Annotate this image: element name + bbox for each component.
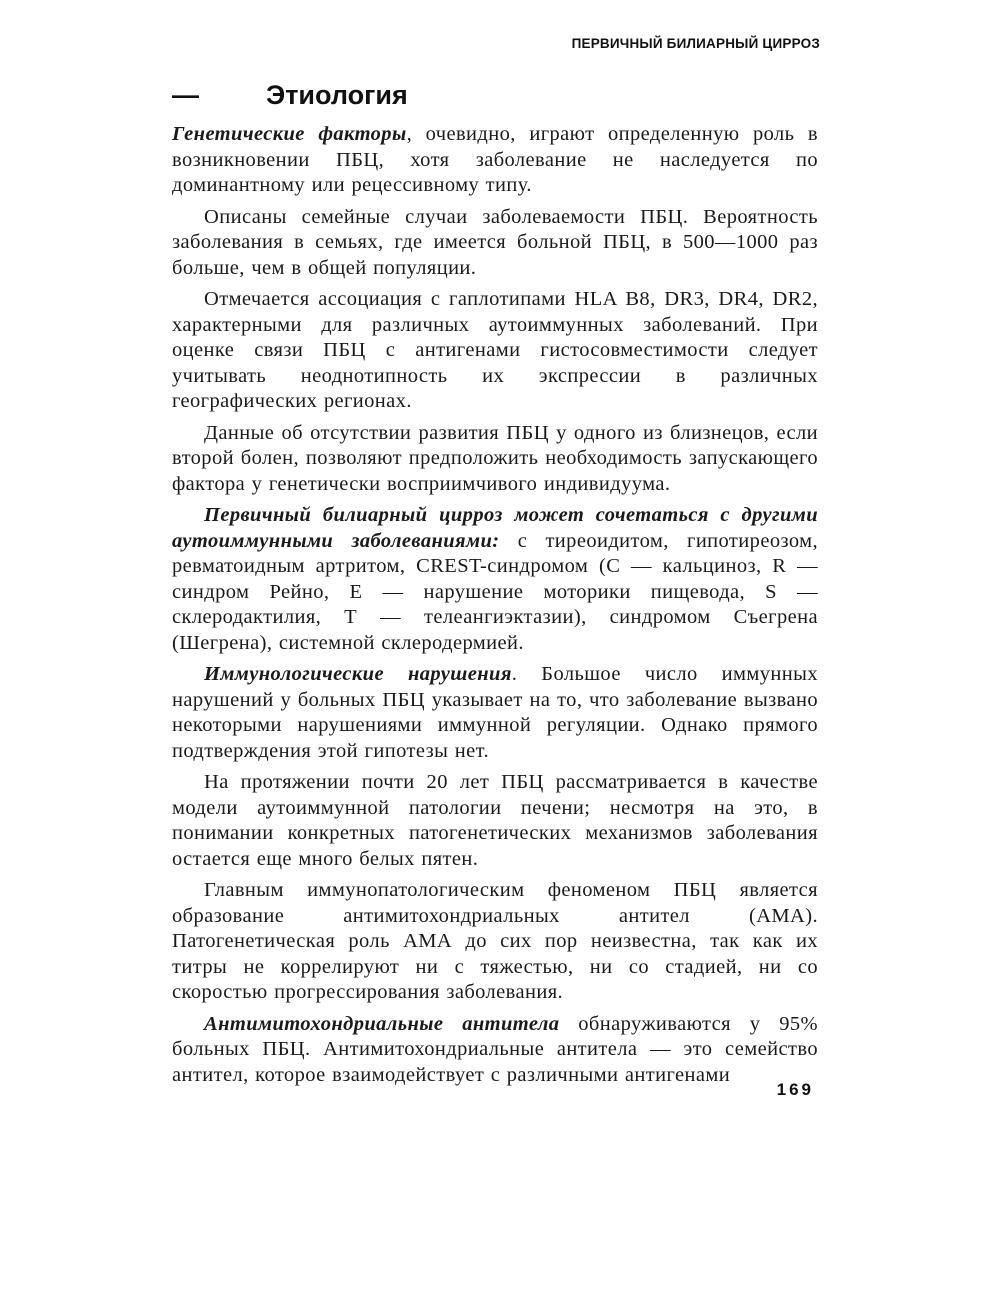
paragraph-lead: Иммунологические нарушения: [204, 663, 512, 685]
paragraph-text: . Большое число иммунных нарушений у больных ПБЦ указывает на то, что заболевание вызвано некоторыми нарушениями иммунной регуляции. Однако прямого подтверждения этой гипотезы нет.: [172, 663, 818, 762]
heading-dash: —: [172, 80, 199, 110]
paragraph-text: Главным иммунопатологическим феноменом ПБЦ является образование антимитохондриальных антител (АМА). Патогенетическая роль АМА до сих пор неизвестна, так как их титры не коррелируют ни с тяжестью, ни со стадией, ни со скоростью прогрессирования заболевания.: [172, 879, 818, 1003]
paragraph-text: , очевидно, играют определенную роль в возникновении ПБЦ, хотя заболевание не наследуется по доминантному или рецессивному типу.: [172, 123, 819, 196]
paragraph-text: Описаны семейные случаи заболеваемости ПБЦ. Вероятность заболевания в семьях, где имеется больной ПБЦ, в 500—1000 раз больше, чем в общей популяции.: [172, 205, 818, 279]
section-title: Этиология: [266, 80, 408, 110]
section-heading: [172, 80, 408, 111]
paragraph-immunological-disorders: [172, 662, 818, 764]
paragraph-text: Данные об отсутствии развития ПБЦ у одного из близнецов, если второй болен, позволяют предположить необходимость запускающего фактора у генетически восприимчивого индивидуума.: [172, 421, 818, 495]
paragraph-text: На протяжении почти 20 лет ПБЦ рассматривается в качестве модели аутоиммунной патологии печени; несмотря на это, в понимании конкретных патогенетических механизмов заболевания остается еще много белых пятен.: [172, 771, 818, 870]
paragraph-hla-association: [172, 287, 818, 415]
paragraph-family-cases: [172, 205, 818, 282]
paragraph-text: обнаруживаются у 95% больных ПБЦ. Антимитохондриальные антитела — это семейство антител, которое взаимодействует с различными антигенами: [172, 1012, 818, 1086]
paragraph-twins: [172, 421, 818, 498]
body-text: [172, 122, 818, 1094]
paragraph-autoimmune-model: [172, 770, 818, 872]
paragraph-lead: Первичный билиарный цирроз может сочетаться с другими аутоиммунными заболеваниями:: [172, 504, 818, 552]
paragraph-lead: Генетические факторы: [172, 123, 407, 145]
paragraph-genetic-factors: [172, 122, 818, 199]
paragraph-antimitochondrial-antibodies: [172, 1012, 818, 1089]
paragraph-autoimmune-comorbidity: [172, 503, 818, 656]
paragraph-text: Отмечается ассоциация с гаплотипами HLA B8, DR3, DR4, DR2, характерными для различных аутоиммунных заболеваний. При оценке связи ПБЦ с антигенами гистосовместимости следует учитывать неоднотипность их экспрессии в различных географических регионах.: [172, 288, 818, 412]
paragraph-lead: Антимитохондриальные антитела: [204, 1012, 560, 1035]
paragraph-text: с тиреоидитом, гипотиреозом, ревматоидным артритом, CREST-синдромом (С — кальциноз, R — синдром Рейно, Е — нарушение моторики пищевода, S — склеродактилия, Т — телеангиэктазии), синдромом Съегрена (Шегрена), системной склеродермией.: [172, 529, 818, 654]
running-head: ПЕРВИЧНЫЙ БИЛИАРНЫЙ ЦИРРОЗ: [571, 36, 820, 51]
page-number: 169: [776, 1080, 814, 1099]
paragraph-ama-phenomenon: [172, 878, 818, 1006]
